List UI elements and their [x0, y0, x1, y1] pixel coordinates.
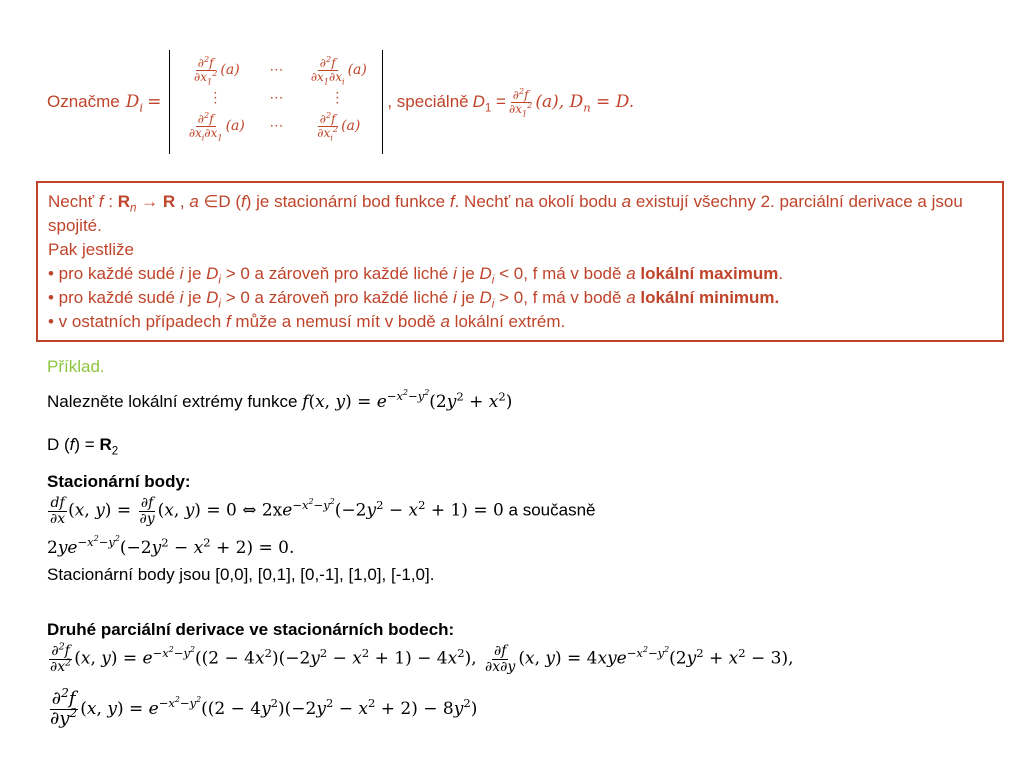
- second-equation: $2ye^{-x^2-y^2}(-2y^2 - x^2 + 2) = 0$.: [47, 534, 295, 558]
- det-cell-i1: $\frac{\partial^2f}{\partial x_i\partial x_1}$ (a): [188, 109, 245, 142]
- theorem-bullet-other: • v ostatních případech f může a nemusí mít v bodě a lokální extrém.: [48, 312, 566, 331]
- det-hdots-bottom: ⋯: [269, 118, 284, 134]
- theorem-hypothesis: Nechť f : $R_n \to R$ , a ∈D (f) je stacionární bod funkce f. Nechť na okolí bodu a existují všechny 2. parciální derivace a jsou spojité.: [48, 192, 963, 235]
- dn-definition: (a), $D_n = D$.: [535, 92, 635, 115]
- second-derivatives-heading: Druhé parciální derivace ve stacionárních bodech:: [47, 620, 455, 639]
- det-hdots-top: ⋯: [269, 62, 284, 78]
- det-vdots-right: ⋮: [330, 90, 345, 106]
- domain-line: D $(f) = R_2$: [47, 435, 119, 458]
- theorem-bullet-minimum: • pro každé sudé i je $D_i > 0$ a zároveň pro každé liché i je $D_i > 0$, f má v bodě a lokální minimum.: [48, 288, 780, 311]
- d1-definition: $D_1$ =: [472, 92, 506, 115]
- determinant-definition: [47, 48, 634, 156]
- hessian-determinant: [169, 50, 383, 154]
- d1-fraction: $\frac{\partial^2f}{\partial x_1^2}$: [508, 85, 533, 118]
- example-task: Nalezněte lokální extrémy funkce f(x, $y) = e^{-x^2-y^2}(2y^2 + x^2)$: [47, 388, 513, 412]
- fyy-equation: $\frac{\partial^2f}{\partial y^2}$ (x, $y) = e^{-x^2-y^2}((2 - 4y^2)(-2y^2 - x^2 + 2) - 8y^2)$: [50, 686, 478, 729]
- stationary-heading: Stacionární body:: [47, 472, 191, 491]
- intro-label: Označme: [47, 92, 120, 111]
- example-label: Příklad.: [47, 357, 105, 376]
- det-cell-11: $\frac{\partial^2f}{\partial x_1^2}$ (a): [194, 53, 240, 86]
- special-label: , speciálně: [387, 92, 469, 111]
- stationary-points-list: Stacionární body jsou [0,0], [0,1], [0,-1], [1,0], [-1,0].: [47, 565, 435, 584]
- det-vdots-left: ⋮: [208, 90, 223, 106]
- equals-sign: =: [147, 92, 162, 112]
- theorem-box: [36, 181, 1004, 342]
- di-symbol: $D_i$: [125, 92, 144, 115]
- theorem-bullet-maximum: • pro každé sudé i je $D_i > 0$ a zároveň pro každé liché i je $D_i < 0$, f má v bodě a lokální maximum.: [48, 264, 784, 287]
- theorem-then: Pak jestliže: [48, 240, 134, 259]
- det-hdots-mid: ⋯: [269, 90, 284, 106]
- det-cell-1i: $\frac{\partial^2f}{\partial x_1\partial x_i}$ (a): [310, 53, 367, 86]
- fxx-fxy-equation: $\frac{\partial^2f}{\partial x^2}$ (x, $y) = e^{-x^2-y^2}((2 - 4x^2)(-2y^2 - x^2 + 1) - 4x^2)$, $\frac{\partial f}{\partial x\partial y}$ (x, $y) = 4xye^{-x^2-y^2}(2y^2 + x^2 - 3)$,: [50, 641, 794, 675]
- det-cell-ii: $\frac{\partial^2f}{\partial x_i^2}$ (a): [317, 109, 361, 142]
- first-derivatives-equation: $\frac{df}{\partial x}$ (x, y) = $\frac{\partial f}{\partial y}$ (x, y) = 0 ⇔ $2xe^{-x^2-y^2}(-2y^2 - x^2 + 1) = 0$ a současně: [50, 495, 596, 527]
- function-formula: f: [302, 392, 309, 412]
